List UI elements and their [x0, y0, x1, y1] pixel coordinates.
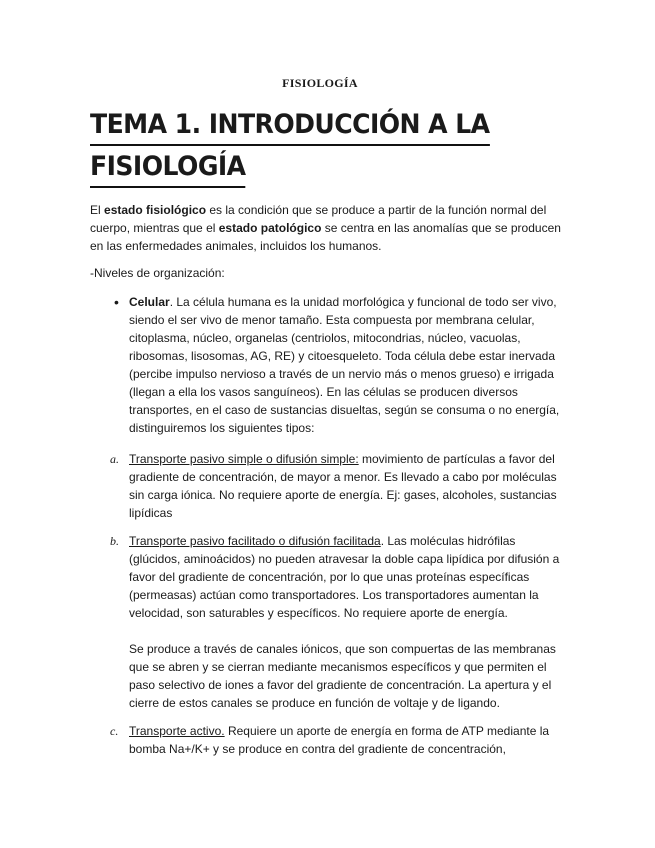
intro-paragraph: El estado fisiológico es la condición que se produce a partir de la función normal del cuerpo, mientras que el estado patológico se centra en las anomalías que se producen en las enfermedades animales, incluidos los humanos. — [90, 203, 561, 253]
celular-text: Celular. La célula humana es la unidad morfológica y funcional de todo ser vivo, siendo el ser vivo de menor tamaño. Esta compuesta por membrana celular, citoplasma, núcleo, organelas (centriolos, mitocondrias, núcleo, vacuolas, ribosomas, lisosomas, AG, RE) y citoesqueleto. Toda célula debe estar inervada (percibe impulso nervioso a través de un nervio más o menos grueso) e irrigada (llegan a ella los vasos sanguíneos). En las células se producen diversos transportes, en el caso de sustancias disueltas, según se consuma o no energía, distinguiremos los siguientes tipos: — [129, 295, 560, 435]
heading-transporte-pasivo-simple: Transporte pasivo simple o difusión simple: — [129, 452, 359, 466]
title-line-2: FISIOLOGÍA — [90, 149, 246, 188]
list-marker-c: c. — [110, 724, 119, 738]
list-item-celular — [90, 293, 570, 437]
term-estado-patologico: estado patológico — [218, 221, 322, 235]
bullet-icon: • — [114, 294, 119, 310]
niveles-label: -Niveles de organización: — [90, 266, 225, 280]
heading-transporte-activo: Transporte activo. — [129, 724, 225, 738]
list-item-b: b. Transporte pasivo facilitado o difusión facilitada. Las moléculas hidrófilas (glúcidos, aminoácidos) no pueden atravesar la doble capa lipídica por difusión a favor del gradiente de concentración, por lo que unas proteínas específicas (permeasas) actúan como transportadores. Los transportadores aumentan la velocidad, son saturables y específicos. No requiere aporte de energía. — [110, 534, 560, 620]
title-line-1: TEMA 1. INTRODUCCIÓN A LA — [90, 107, 490, 146]
list-marker-b: b. — [110, 534, 119, 548]
list-marker-a: a. — [110, 452, 119, 466]
term-estado-fisiologico: estado fisiológico — [104, 203, 207, 217]
list-item-c: c. Transporte activo. Requiere un aporte de energía en forma de ATP mediante la bomba Na+/K+ y se produce en contra del gradiente de concentración, — [110, 724, 550, 756]
page-title — [90, 104, 536, 188]
list-item-b-paragraph-2: Se produce a través de canales iónicos, que son compuertas de las membranas que se abren y se cierran mediante mecanismos específicos y que permiten el paso selectivo de iones a favor del gradiente de concentración. La apertura y el cierre de estos canales se produce en función de voltaje y de ligando. — [129, 642, 556, 710]
running-header: FISIOLOGÍA — [282, 76, 358, 90]
list-item-a: a. Transporte pasivo simple o difusión simple: movimiento de partículas a favor del gradiente de concentración, de mayor a menor. Es llevado a cabo por moléculas sin carga iónica. No requiere aporte de energía. Ej: gases, alcoholes, sustancias lipídicas — [110, 452, 557, 520]
heading-transporte-pasivo-facilitado: Transporte pasivo facilitado o difusión facilitada — [129, 534, 381, 548]
term-celular: Celular — [129, 295, 170, 309]
